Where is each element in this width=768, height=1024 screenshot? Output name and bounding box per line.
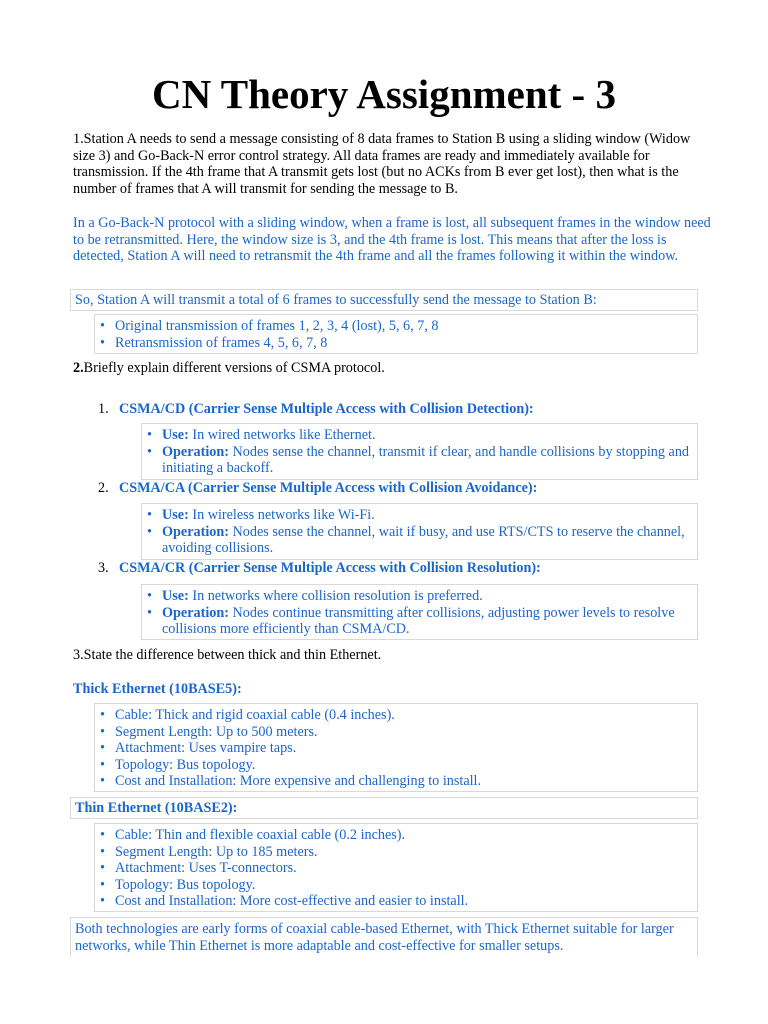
operation-label: Operation: bbox=[162, 443, 229, 460]
thin-ethernet-heading-box bbox=[70, 797, 698, 819]
use-label: Use: bbox=[162, 427, 189, 443]
list-item: • Cost and Installation: More cost-effective and easier to install. bbox=[95, 893, 697, 910]
csma-cd-list bbox=[142, 427, 697, 477]
list-item: • Original transmission of frames 1, 2, 3, 4 (lost), 5, 6, 7, 8 bbox=[95, 318, 697, 335]
q1-bullets-box bbox=[94, 314, 698, 354]
list-item: • Cable: Thick and rigid coaxial cable (0.4 inches). bbox=[95, 707, 697, 724]
operation-label: Operation: bbox=[162, 604, 229, 621]
list-item: • Attachment: Uses T-connectors. bbox=[95, 860, 697, 877]
thick-ethernet-list bbox=[95, 707, 697, 790]
list-item: • Cable: Thin and flexible coaxial cable (0.2 inches). bbox=[95, 827, 697, 844]
csma-cr-operation: Nodes continue transmitting after collisions, adjusting power levels to resolve collisions more efficiently than CSMA/CD. bbox=[162, 604, 675, 637]
csma-ca-use: In wireless networks like Wi-Fi. bbox=[192, 507, 375, 523]
q1-answer: In a Go-Back-N protocol with a sliding window, when a frame is lost, all subsequent frames in the window need to be retransmitted. Here, the window size is 3, and the 4th frame is lost. This means that after the loss is detected, Station A will need to retransmit the 4th frame and all the frames following it within the window. bbox=[73, 215, 711, 264]
use-label: Use: bbox=[162, 588, 189, 604]
q3-conclusion: Both technologies are early forms of coaxial cable-based Ethernet, with Thick Ethernet suitable for larger networks, while Thin Ethernet is more adaptable and cost-effective for smaller setups. bbox=[75, 921, 674, 954]
q1-question: 1.Station A needs to send a message consisting of 8 data frames to Station B using a sliding window (Widow size 3) and Go-Back-N error control strategy. All data frames are ready and immediately available for transmission. If the 4th frame that A transmit gets lost (but no ACKs from B ever get lost), then what is the number of frames that A will transmit for sending the message to B. bbox=[73, 131, 691, 197]
list-item: • Topology: Bus topology. bbox=[95, 757, 697, 774]
thin-ethernet-list bbox=[95, 827, 697, 910]
list-item: • Segment Length: Up to 500 meters. bbox=[95, 724, 697, 741]
csma-cr-list bbox=[142, 588, 697, 638]
csma-cr-use: In networks where collision resolution is preferred. bbox=[192, 588, 483, 604]
thin-ethernet-box bbox=[94, 823, 698, 912]
list-item: • Attachment: Uses vampire taps. bbox=[95, 740, 697, 757]
q2-item-number: 3. bbox=[98, 560, 109, 576]
operation-label: Operation: bbox=[162, 523, 229, 540]
list-item bbox=[142, 444, 697, 477]
page-title: CN Theory Assignment - 3 bbox=[152, 71, 616, 117]
list-item: • Retransmission of frames 4, 5, 6, 7, 8 bbox=[95, 335, 697, 352]
csma-cd-operation: Nodes sense the channel, transmit if clear, and handle collisions by stopping and initiating a backoff. bbox=[162, 443, 690, 476]
list-item bbox=[142, 427, 697, 444]
q1-bullet-list bbox=[95, 318, 697, 351]
q2-item-number: 2. bbox=[98, 480, 109, 496]
use-label: Use: bbox=[162, 507, 189, 523]
list-item bbox=[142, 507, 697, 524]
q1-summary: So, Station A will transmit a total of 6 frames to successfully send the message to Station B: bbox=[75, 292, 597, 308]
list-item bbox=[142, 524, 697, 557]
q2-item-number: 1. bbox=[98, 401, 109, 417]
list-item bbox=[142, 588, 697, 605]
q1-summary-box bbox=[70, 289, 698, 311]
csma-ca-list bbox=[142, 507, 697, 557]
q2-question-text: Briefly explain different versions of CSMA protocol. bbox=[83, 360, 385, 376]
csma-cd-box bbox=[141, 423, 698, 480]
list-item: • Cost and Installation: More expensive and challenging to install. bbox=[95, 773, 697, 790]
csma-cr-box bbox=[141, 584, 698, 640]
q3-conclusion-box bbox=[70, 917, 698, 957]
csma-ca-heading: CSMA/CA (Carrier Sense Multiple Access with Collision Avoidance): bbox=[119, 480, 538, 496]
list-item: • Segment Length: Up to 185 meters. bbox=[95, 844, 697, 861]
thick-ethernet-box bbox=[94, 703, 698, 792]
csma-cr-heading: CSMA/CR (Carrier Sense Multiple Access with Collision Resolution): bbox=[119, 560, 541, 576]
csma-cd-heading: CSMA/CD (Carrier Sense Multiple Access with Collision Detection): bbox=[119, 401, 534, 417]
q2-number: 2. bbox=[73, 360, 84, 376]
thin-ethernet-heading: Thin Ethernet (10BASE2): bbox=[75, 800, 238, 816]
csma-cd-use: In wired networks like Ethernet. bbox=[192, 427, 376, 443]
csma-ca-box bbox=[141, 503, 698, 560]
list-item bbox=[142, 605, 697, 638]
csma-ca-operation: Nodes sense the channel, wait if busy, and use RTS/CTS to reserve the channel, avoiding collisions. bbox=[162, 523, 685, 556]
q3-question: 3.State the difference between thick and thin Ethernet. bbox=[73, 647, 382, 663]
q2-question bbox=[73, 360, 713, 377]
thick-ethernet-heading: Thick Ethernet (10BASE5): bbox=[73, 681, 242, 697]
list-item: • Topology: Bus topology. bbox=[95, 877, 697, 894]
